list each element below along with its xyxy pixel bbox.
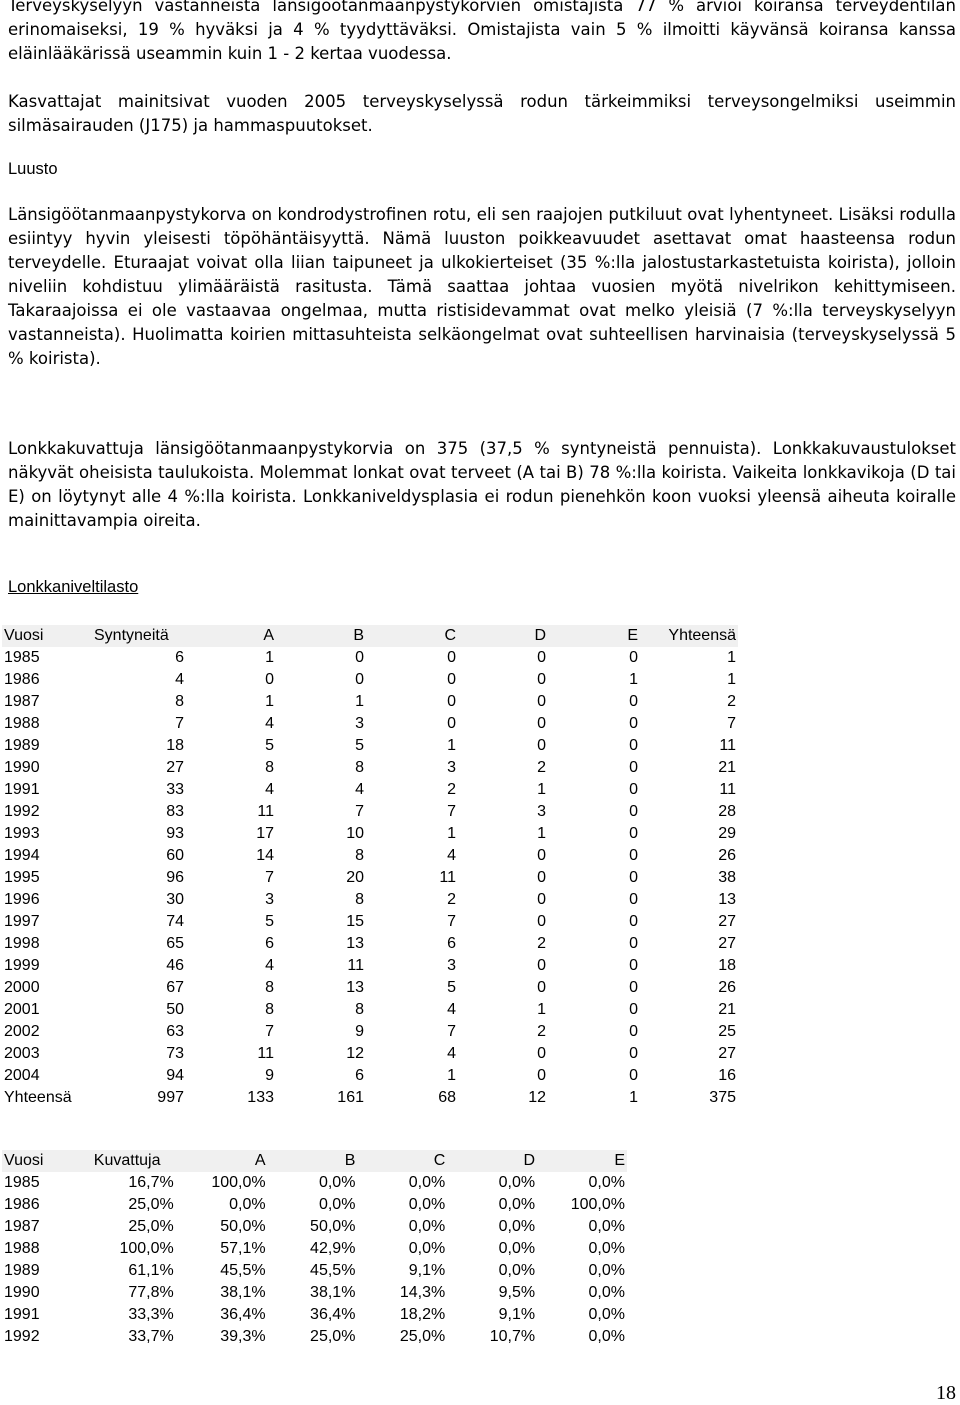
table-cell: 0 bbox=[629, 803, 638, 820]
table-row bbox=[2, 801, 738, 823]
table-cell: 21 bbox=[718, 1001, 736, 1018]
table-cell: 0 bbox=[629, 781, 638, 798]
table-cell: 0 bbox=[629, 1023, 638, 1040]
table-cell: 11 bbox=[719, 737, 736, 754]
table-cell: 0,0% bbox=[408, 1196, 446, 1213]
table-cell: 6 bbox=[447, 935, 456, 952]
table-cell: 29 bbox=[718, 825, 736, 842]
table-cell: 0 bbox=[537, 957, 546, 974]
table-cell: 0 bbox=[629, 913, 638, 930]
table-cell: 1989 bbox=[4, 737, 40, 754]
table-row bbox=[2, 889, 738, 911]
table-cell: 0,0% bbox=[318, 1174, 356, 1191]
table-row bbox=[2, 1194, 627, 1216]
table-cell: 33,7% bbox=[128, 1328, 174, 1345]
table-cell: 1986 bbox=[4, 671, 40, 688]
table-cell: 2004 bbox=[4, 1067, 40, 1084]
table-cell: 67 bbox=[166, 979, 184, 996]
table-header-row bbox=[2, 1150, 627, 1172]
column-header: Syntyneitä bbox=[92, 625, 186, 647]
table-cell: 7 bbox=[447, 1023, 456, 1040]
table-cell: 0 bbox=[537, 671, 546, 688]
table-cell: 30 bbox=[166, 891, 184, 908]
table-cell: 2000 bbox=[4, 979, 40, 996]
table-cell: 0 bbox=[537, 1045, 546, 1062]
table-cell: 57,1% bbox=[220, 1240, 266, 1257]
table-cell: 5 bbox=[265, 913, 274, 930]
table-cell: 997 bbox=[157, 1089, 184, 1106]
table-cell: 18 bbox=[718, 957, 736, 974]
table-row bbox=[2, 1326, 627, 1348]
table-cell: 4 bbox=[175, 671, 184, 688]
table-cell: 1 bbox=[447, 737, 456, 754]
table-cell: 25,0% bbox=[128, 1218, 174, 1235]
table-cell: 27 bbox=[718, 913, 736, 930]
table-cell: 9,1% bbox=[498, 1306, 536, 1323]
table-cell: 0,0% bbox=[318, 1196, 356, 1213]
table-cell: 1 bbox=[355, 693, 364, 710]
table-cell: 100,0% bbox=[211, 1174, 266, 1191]
table-cell: 0,0% bbox=[498, 1218, 536, 1235]
table-cell: 10 bbox=[346, 825, 364, 842]
table-cell: 14 bbox=[256, 847, 274, 864]
table-cell: 2 bbox=[537, 759, 546, 776]
table-cell: 0 bbox=[447, 715, 456, 732]
table-cell: 38 bbox=[718, 869, 736, 886]
table-cell: 18 bbox=[166, 737, 184, 754]
column-header: D bbox=[447, 1150, 537, 1172]
table-row bbox=[2, 1043, 738, 1065]
table-cell: 5 bbox=[355, 737, 364, 754]
table-cell: 1987 bbox=[4, 1218, 40, 1235]
table-cell: 1987 bbox=[4, 693, 40, 710]
table-cell: 6 bbox=[175, 649, 184, 666]
table-cell: Yhteensä bbox=[4, 1089, 72, 1106]
table-cell: 2 bbox=[727, 693, 736, 710]
table-cell: 0 bbox=[629, 1067, 638, 1084]
page-number: 18 bbox=[936, 1382, 956, 1404]
table-cell: 0 bbox=[629, 847, 638, 864]
table-cell: 0 bbox=[629, 759, 638, 776]
column-header: C bbox=[357, 1150, 447, 1172]
table-cell: 9 bbox=[265, 1067, 274, 1084]
table-cell: 0 bbox=[265, 671, 274, 688]
table-row bbox=[2, 1304, 627, 1326]
table-row bbox=[2, 713, 738, 735]
table-cell: 0 bbox=[447, 671, 456, 688]
table-cell: 8 bbox=[355, 1001, 364, 1018]
table-cell: 27 bbox=[718, 935, 736, 952]
table-cell: 4 bbox=[447, 1045, 456, 1062]
table-cell: 0,0% bbox=[588, 1240, 625, 1257]
table-cell: 8 bbox=[175, 693, 184, 710]
table-cell: 8 bbox=[265, 1001, 274, 1018]
table-cell: 4 bbox=[355, 781, 364, 798]
table-cell: 28 bbox=[718, 803, 736, 820]
table-cell: 18,2% bbox=[399, 1306, 446, 1323]
table-row bbox=[2, 1172, 627, 1194]
table-cell: 0 bbox=[537, 847, 546, 864]
table-cell: 7 bbox=[265, 1023, 274, 1040]
table-row bbox=[2, 1065, 738, 1087]
table-cell: 61,1% bbox=[128, 1262, 174, 1279]
table-cell: 3 bbox=[447, 957, 456, 974]
table-cell: 13 bbox=[346, 979, 364, 996]
table-cell: 11 bbox=[719, 781, 736, 798]
table-row bbox=[2, 1216, 627, 1238]
table-cell: 1992 bbox=[4, 803, 40, 820]
table-cell: 8 bbox=[265, 759, 274, 776]
table-cell: 2 bbox=[537, 935, 546, 952]
table-row bbox=[2, 867, 738, 889]
column-header: C bbox=[366, 625, 458, 647]
table-cell: 12 bbox=[346, 1045, 364, 1062]
table-cell: 1997 bbox=[4, 913, 40, 930]
table-cell: 9,1% bbox=[408, 1262, 446, 1279]
table-cell: 1995 bbox=[4, 869, 40, 886]
table-cell: 7 bbox=[447, 803, 456, 820]
table-cell: 8 bbox=[355, 891, 364, 908]
column-header: A bbox=[186, 625, 276, 647]
table-row bbox=[2, 669, 738, 691]
table-cell: 42,9% bbox=[310, 1240, 356, 1257]
table-cell: 73 bbox=[166, 1045, 184, 1062]
heading-luusto: Luusto bbox=[8, 160, 58, 178]
table-cell: 4 bbox=[265, 957, 274, 974]
column-header: Yhteensä bbox=[640, 625, 738, 647]
heading-hip-statistics: Lonkkaniveltilasto bbox=[8, 578, 139, 596]
table-cell: 11 bbox=[439, 869, 456, 886]
table-cell: 1999 bbox=[4, 957, 40, 974]
table-cell: 0 bbox=[629, 737, 638, 754]
table-cell: 6 bbox=[355, 1067, 364, 1084]
paragraph-skeleton: Länsigöötanmaanpystykorva on kondrodystrofinen rotu, eli sen raajojen putkiluut ovat lyhentyneet. Lisäksi rodulla esiintyy hyvin yleisesti töpöhäntäisyyttä. Nämä luuston poikkeavuudet asettavat omat haasteensa rodun terveydelle. Eturaajat voivat olla liian taipuneet ja ulkokierteiset (35 %:lla jalostustarkastetuista koirista), jolloin niveliin kohdistuu ylimääräistä rasitusta. Tämä saattaa johtaa vuosien myötä nivelrikon kehittymiseen. Takaraajoissa ei ole vastaavaa ongelmaa, mutta ristisidevammat ovat melko yleisiä (7 %:lla terveyskyselyyn vastanneista). Huolimatta koirien mittasuhteista selkäongelmat ovat suhteellisen harvinaisia (terveyskyselyssä 5 % koirista). bbox=[8, 205, 956, 368]
table-cell: 33,3% bbox=[128, 1306, 174, 1323]
table-cell: 25 bbox=[718, 1023, 736, 1040]
table-cell: 0 bbox=[447, 693, 456, 710]
table-cell: 4 bbox=[447, 847, 456, 864]
table-cell: 5 bbox=[265, 737, 274, 754]
table-cell: 38,1% bbox=[310, 1284, 356, 1301]
table-cell: 0,0% bbox=[408, 1240, 446, 1257]
table-cell: 0,0% bbox=[588, 1328, 625, 1345]
column-header: Kuvattuja bbox=[92, 1150, 176, 1172]
table-cell: 0,0% bbox=[588, 1284, 625, 1301]
table-cell: 1 bbox=[629, 671, 638, 688]
column-header: E bbox=[548, 625, 640, 647]
table-cell: 39,3% bbox=[220, 1328, 266, 1345]
table-cell: 1 bbox=[537, 1001, 546, 1018]
table-cell: 133 bbox=[247, 1089, 274, 1106]
table-cell: 4 bbox=[447, 1001, 456, 1018]
table-cell: 9 bbox=[355, 1023, 364, 1040]
table-cell: 94 bbox=[166, 1067, 184, 1084]
table-cell: 0,0% bbox=[498, 1240, 536, 1257]
table-cell: 14,3% bbox=[399, 1284, 446, 1301]
table-cell: 20 bbox=[346, 869, 364, 886]
table-cell: 36,4% bbox=[220, 1306, 266, 1323]
table-row bbox=[2, 779, 738, 801]
table-cell: 0,0% bbox=[408, 1174, 446, 1191]
table-cell: 11 bbox=[257, 1045, 274, 1062]
table-cell: 7 bbox=[355, 803, 364, 820]
table-cell: 2 bbox=[537, 1023, 546, 1040]
table-row bbox=[2, 647, 738, 669]
table-cell: 1994 bbox=[4, 847, 40, 864]
table-cell: 25,0% bbox=[399, 1328, 446, 1345]
table-cell: 16 bbox=[718, 1067, 736, 1084]
table-cell: 11 bbox=[347, 957, 364, 974]
table-cell: 74 bbox=[166, 913, 184, 930]
table-row bbox=[2, 845, 738, 867]
table-cell: 83 bbox=[166, 803, 184, 820]
table-cell: 9,5% bbox=[498, 1284, 536, 1301]
table-cell: 4 bbox=[265, 781, 274, 798]
table-cell: 0 bbox=[355, 649, 364, 666]
table-cell: 3 bbox=[265, 891, 274, 908]
table-cell: 2 bbox=[447, 781, 456, 798]
table-cell: 15 bbox=[346, 913, 364, 930]
table-cell: 1 bbox=[265, 649, 274, 666]
table-row bbox=[2, 691, 738, 713]
table-cell: 45,5% bbox=[310, 1262, 356, 1279]
column-header: B bbox=[268, 1150, 358, 1172]
table-row bbox=[2, 1238, 627, 1260]
table-cell: 6 bbox=[265, 935, 274, 952]
table-cell: 0,0% bbox=[229, 1196, 266, 1213]
table-row bbox=[2, 823, 738, 845]
table-cell: 68 bbox=[438, 1089, 456, 1106]
table-cell: 21 bbox=[718, 759, 736, 776]
table-cell: 1 bbox=[447, 1067, 456, 1084]
table-cell: 1991 bbox=[4, 1306, 40, 1323]
column-header: Vuosi bbox=[2, 625, 92, 647]
table-cell: 0,0% bbox=[498, 1262, 536, 1279]
table-cell: 0,0% bbox=[498, 1174, 536, 1191]
column-header: A bbox=[176, 1150, 268, 1172]
column-header: D bbox=[458, 625, 548, 647]
table-cell: 63 bbox=[166, 1023, 184, 1040]
table-cell: 38,1% bbox=[220, 1284, 266, 1301]
table-row bbox=[2, 1260, 627, 1282]
table-cell: 50,0% bbox=[310, 1218, 356, 1235]
table-cell: 0 bbox=[537, 1067, 546, 1084]
table-cell: 33 bbox=[166, 781, 184, 798]
table-cell: 0 bbox=[629, 1045, 638, 1062]
table-cell: 1985 bbox=[4, 1174, 40, 1191]
table-cell: 25,0% bbox=[310, 1328, 356, 1345]
table-header-row bbox=[2, 625, 738, 647]
table-cell: 3 bbox=[447, 759, 456, 776]
table-cell: 1 bbox=[727, 671, 736, 688]
table-cell: 2003 bbox=[4, 1045, 40, 1062]
table-row bbox=[2, 1021, 738, 1043]
table-cell: 0 bbox=[629, 935, 638, 952]
table-cell: 4 bbox=[265, 715, 274, 732]
paragraph-health-survey: Terveyskyselyyn vastanneista länsigöötanmaanpystykorvien omistajista 77 % arvioi koiransa terveydentilan erinomaiseksi, 19 % hyväksi ja 4 % tyydyttäväksi. Omistajista vain 5 % ilmoitti käyvänsä koiransa kanssa eläinlääkärissä useammin kuin 1 - 2 kertaa vuodessa. bbox=[8, 0, 956, 63]
column-header: Vuosi bbox=[2, 1150, 92, 1172]
table-cell: 7 bbox=[727, 715, 736, 732]
table-cell: 1985 bbox=[4, 649, 40, 666]
table-cell: 100,0% bbox=[570, 1196, 625, 1213]
table-cell: 0 bbox=[537, 869, 546, 886]
table-row bbox=[2, 933, 738, 955]
table-cell: 1990 bbox=[4, 759, 40, 776]
table-cell: 60 bbox=[166, 847, 184, 864]
table-row bbox=[2, 1087, 738, 1109]
table-row bbox=[2, 1282, 627, 1304]
table-cell: 0,0% bbox=[588, 1306, 625, 1323]
table-cell: 7 bbox=[175, 715, 184, 732]
table-cell: 1986 bbox=[4, 1196, 40, 1213]
table-cell: 1996 bbox=[4, 891, 40, 908]
table-cell: 7 bbox=[447, 913, 456, 930]
table-cell: 1992 bbox=[4, 1328, 40, 1345]
table-cell: 375 bbox=[709, 1089, 736, 1106]
table-cell: 27 bbox=[166, 759, 184, 776]
hip-counts-table bbox=[2, 625, 738, 1109]
hip-percent-table bbox=[2, 1150, 627, 1348]
table-cell: 7 bbox=[265, 869, 274, 886]
table-cell: 0,0% bbox=[588, 1262, 625, 1279]
table-cell: 0 bbox=[629, 891, 638, 908]
table-cell: 93 bbox=[166, 825, 184, 842]
table-cell: 1 bbox=[265, 693, 274, 710]
table-cell: 0 bbox=[447, 649, 456, 666]
table-cell: 8 bbox=[265, 979, 274, 996]
table-cell: 0 bbox=[629, 693, 638, 710]
table-cell: 10,7% bbox=[489, 1328, 536, 1345]
table-cell: 0 bbox=[629, 715, 638, 732]
table-cell: 1 bbox=[727, 649, 736, 666]
table-cell: 0 bbox=[537, 913, 546, 930]
table-cell: 0 bbox=[629, 869, 638, 886]
table-cell: 0 bbox=[629, 1001, 638, 1018]
table-row bbox=[2, 735, 738, 757]
table-cell: 96 bbox=[166, 869, 184, 886]
table-cell: 0 bbox=[629, 649, 638, 666]
paragraph-hip-xray: Lonkkakuvattuja länsigöötanmaanpystykorvia on 375 (37,5 % syntyneistä pennuista). Lonkkakuvaustulokset näkyvät oheisista taulukoista. Molemmat lonkat ovat terveet (A tai B) 78 %:lla koirista. Vaikeita lonkkavikoja (D tai E) on löytynyt alle 4 %:lla koirista. Lonkkaniveldysplasia ei rodun pienehkön koon vuoksi yleensä aiheuta koiralle mainittavampia oireita. bbox=[8, 439, 956, 530]
table-cell: 0 bbox=[537, 693, 546, 710]
table-cell: 11 bbox=[257, 803, 274, 820]
table-cell: 25,0% bbox=[128, 1196, 174, 1213]
table-cell: 17 bbox=[256, 825, 274, 842]
table-cell: 0,0% bbox=[498, 1196, 536, 1213]
table-cell: 2 bbox=[447, 891, 456, 908]
table-cell: 2001 bbox=[4, 1001, 40, 1018]
table-cell: 1990 bbox=[4, 1284, 40, 1301]
table-cell: 26 bbox=[718, 847, 736, 864]
table-row bbox=[2, 999, 738, 1021]
table-cell: 0 bbox=[629, 957, 638, 974]
table-cell: 3 bbox=[537, 803, 546, 820]
column-header: E bbox=[537, 1150, 627, 1172]
table-cell: 65 bbox=[166, 935, 184, 952]
table-cell: 0 bbox=[537, 979, 546, 996]
table-cell: 45,5% bbox=[220, 1262, 266, 1279]
table-row bbox=[2, 955, 738, 977]
table-cell: 1988 bbox=[4, 715, 40, 732]
table-cell: 13 bbox=[346, 935, 364, 952]
table-cell: 1 bbox=[447, 825, 456, 842]
table-cell: 0 bbox=[537, 715, 546, 732]
table-cell: 5 bbox=[447, 979, 456, 996]
table-cell: 36,4% bbox=[310, 1306, 356, 1323]
table-cell: 0 bbox=[629, 979, 638, 996]
table-cell: 0 bbox=[537, 891, 546, 908]
table-cell: 0 bbox=[629, 825, 638, 842]
table-cell: 0,0% bbox=[588, 1218, 625, 1235]
table-cell: 1988 bbox=[4, 1240, 40, 1257]
column-header: B bbox=[276, 625, 366, 647]
table-row bbox=[2, 757, 738, 779]
table-cell: 1 bbox=[537, 781, 546, 798]
table-cell: 0,0% bbox=[408, 1218, 446, 1235]
table-cell: 2002 bbox=[4, 1023, 40, 1040]
table-cell: 1993 bbox=[4, 825, 40, 842]
table-cell: 50 bbox=[166, 1001, 184, 1018]
table-cell: 27 bbox=[718, 1045, 736, 1062]
table-row bbox=[2, 977, 738, 999]
table-cell: 46 bbox=[166, 957, 184, 974]
table-cell: 161 bbox=[337, 1089, 364, 1106]
table-cell: 100,0% bbox=[119, 1240, 174, 1257]
table-cell: 8 bbox=[355, 847, 364, 864]
table-cell: 1989 bbox=[4, 1262, 40, 1279]
table-cell: 0 bbox=[537, 737, 546, 754]
table-cell: 0,0% bbox=[588, 1174, 625, 1191]
table-cell: 1998 bbox=[4, 935, 40, 952]
table-row bbox=[2, 911, 738, 933]
table-cell: 12 bbox=[528, 1089, 546, 1106]
table-cell: 50,0% bbox=[220, 1218, 266, 1235]
table-cell: 3 bbox=[355, 715, 364, 732]
table-cell: 0 bbox=[355, 671, 364, 688]
table-cell: 1991 bbox=[4, 781, 40, 798]
table-cell: 8 bbox=[355, 759, 364, 776]
table-cell: 13 bbox=[718, 891, 736, 908]
table-cell: 77,8% bbox=[128, 1284, 174, 1301]
table-cell: 26 bbox=[718, 979, 736, 996]
table-cell: 1 bbox=[537, 825, 546, 842]
table-cell: 1 bbox=[629, 1089, 638, 1106]
table-cell: 16,7% bbox=[128, 1174, 174, 1191]
table-cell: 0 bbox=[537, 649, 546, 666]
paragraph-breeder-survey: Kasvattajat mainitsivat vuoden 2005 terveyskyselyssä rodun tärkeimmiksi terveysongelmiksi useimmin silmäsairauden (J175) ja hammaspuutokset. bbox=[8, 92, 956, 135]
